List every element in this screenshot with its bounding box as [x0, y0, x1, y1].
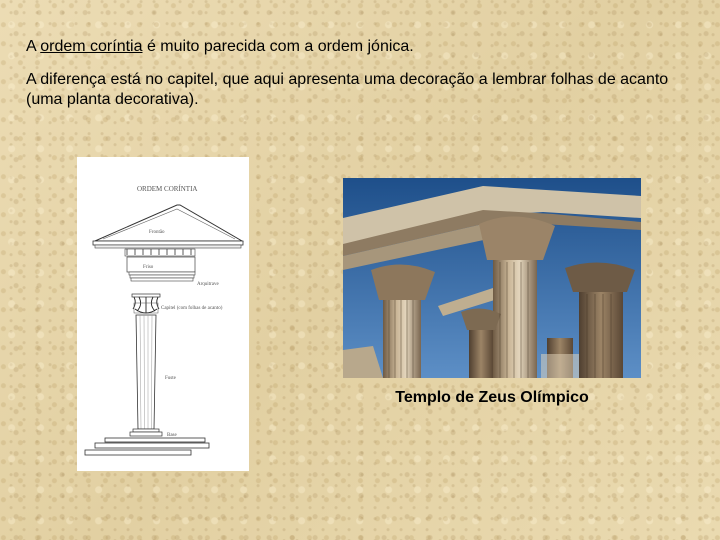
- acanthus-leaves: [133, 297, 159, 313]
- column-rear: [469, 328, 493, 378]
- capital-rear: [461, 308, 501, 330]
- frieze: [127, 257, 195, 272]
- dentils: [127, 249, 191, 255]
- step-1: [105, 438, 205, 442]
- base-plinth: [130, 432, 162, 436]
- corinthian-order-link[interactable]: ordem coríntia: [40, 38, 143, 55]
- column-right: [579, 288, 623, 378]
- photo-caption: Templo de Zeus Olímpico: [395, 389, 589, 406]
- temple-of-zeus-image: [343, 178, 641, 378]
- temple-photo: [343, 178, 641, 378]
- pediment-shape: [95, 205, 242, 241]
- abacus: [132, 294, 160, 297]
- capital-right: [565, 262, 635, 292]
- capital-front-left: [371, 264, 435, 300]
- capital-description-paragraph: A diferença está no capitel, que aqui apresenta uma decoração a lembrar folhas de acanto (uma planta decorativa).: [26, 71, 669, 108]
- column-shaft: [136, 315, 156, 429]
- corinthian-order-drawing: [77, 157, 249, 471]
- step-2: [95, 443, 209, 448]
- label-arquitrave: Arquitrave: [197, 282, 219, 287]
- intro-prefix: A: [26, 38, 41, 55]
- architrave-bottom: [131, 278, 193, 281]
- dentil-band: [125, 249, 195, 256]
- intro-paragraph: [26, 37, 696, 57]
- architrave-mid: [130, 275, 194, 278]
- label-fuste: Fuste: [165, 376, 176, 381]
- step-3: [85, 450, 191, 455]
- architrave-top: [129, 272, 195, 275]
- cornice: [93, 241, 243, 245]
- label-frontao: Frontão: [149, 230, 165, 235]
- diagram-title: ORDEM CORÍNTIA: [137, 185, 198, 193]
- cornice-lower: [95, 245, 241, 248]
- corinthian-order-diagram: [77, 157, 249, 471]
- label-base: Base: [167, 433, 177, 438]
- light-patch: [541, 354, 579, 378]
- label-friso: Friso: [143, 265, 154, 270]
- intro-suffix: é muito parecida com a ordem jónica.: [142, 38, 414, 55]
- label-capitel: Capitel (com folhas de acanto): [161, 306, 223, 311]
- capital-front-center: [479, 216, 555, 260]
- base-torus: [133, 429, 159, 432]
